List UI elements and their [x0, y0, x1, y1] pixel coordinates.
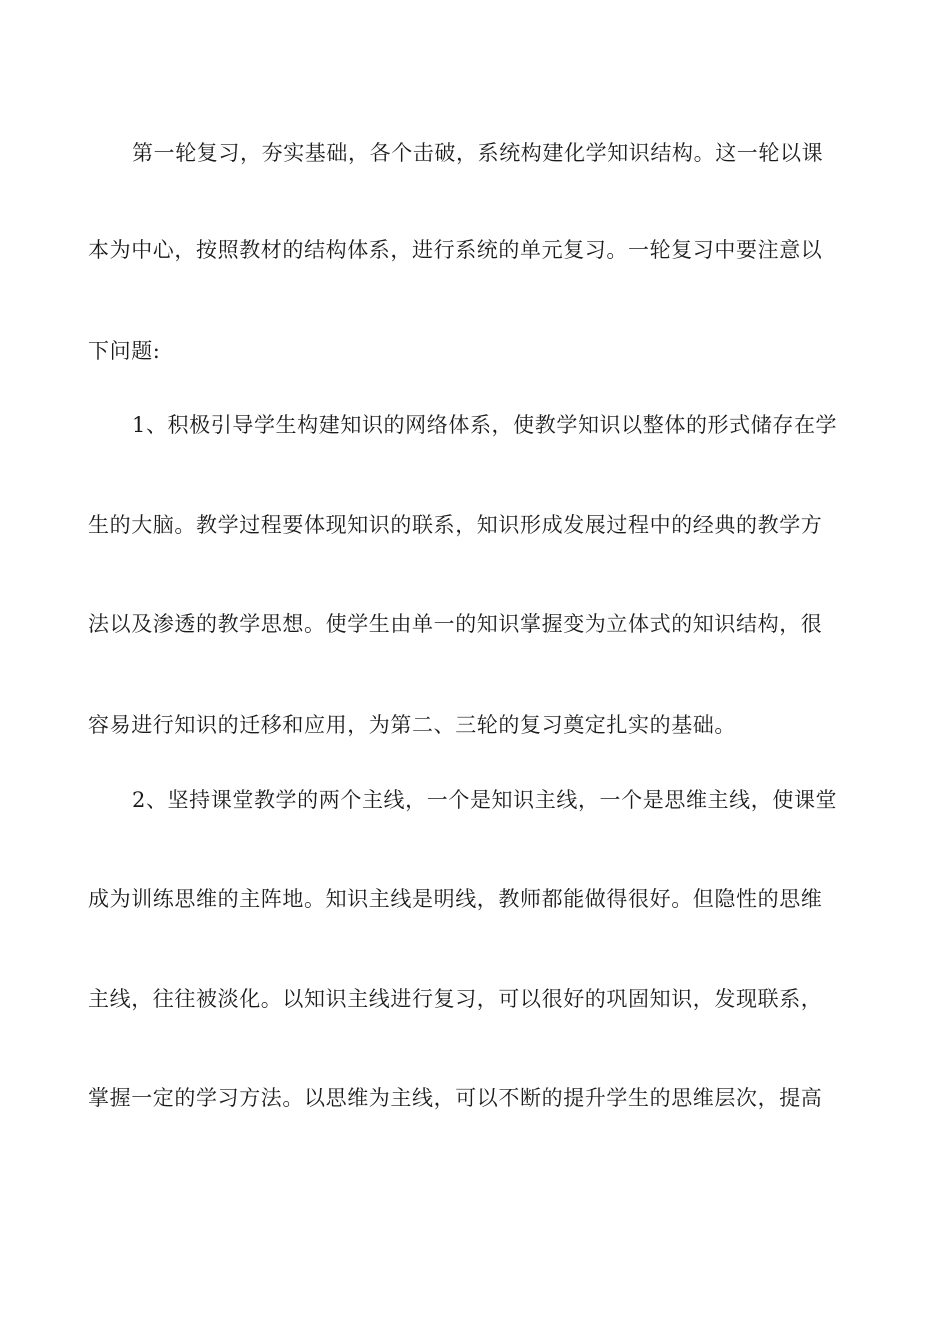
paragraph-1-line-2: 本为中心，按照教材的结构体系，进行系统的单元复习。一轮复习中要注意以 [88, 238, 823, 262]
paragraph-3-line-2: 成为训练思维的主阵地。知识主线是明线，教师都能做得很好。但隐性的思维 [88, 887, 823, 911]
paragraph-1-line-3: 下问题: [88, 339, 161, 363]
paragraph-3-line-1: 2、坚持课堂教学的两个主线，一个是知识主线，一个是思维主线，使课堂 [132, 788, 838, 812]
paragraph-3-line-4: 掌握一定的学习方法。以思维为主线，可以不断的提升学生的思维层次，提高 [88, 1086, 823, 1110]
paragraph-2-line-4: 容易进行知识的迁移和应用，为第二、三轮的复习奠定扎实的基础。 [88, 713, 736, 737]
paragraph-2-line-1: 1、积极引导学生构建知识的网络体系，使教学知识以整体的形式储存在学 [132, 413, 838, 437]
paragraph-1-line-1: 第一轮复习，夯实基础，各个击破，系统构建化学知识结构。这一轮以课 [132, 141, 824, 165]
paragraph-3-line-3: 主线，往往被淡化。以知识主线进行复习，可以很好的巩固知识，发现联系， [88, 987, 823, 1011]
paragraph-2-line-2: 生的大脑。教学过程要体现知识的联系，知识形成发展过程中的经典的教学方 [88, 513, 823, 537]
paragraph-2-line-3: 法以及渗透的教学思想。使学生由单一的知识掌握变为立体式的知识结构，很 [88, 612, 823, 636]
